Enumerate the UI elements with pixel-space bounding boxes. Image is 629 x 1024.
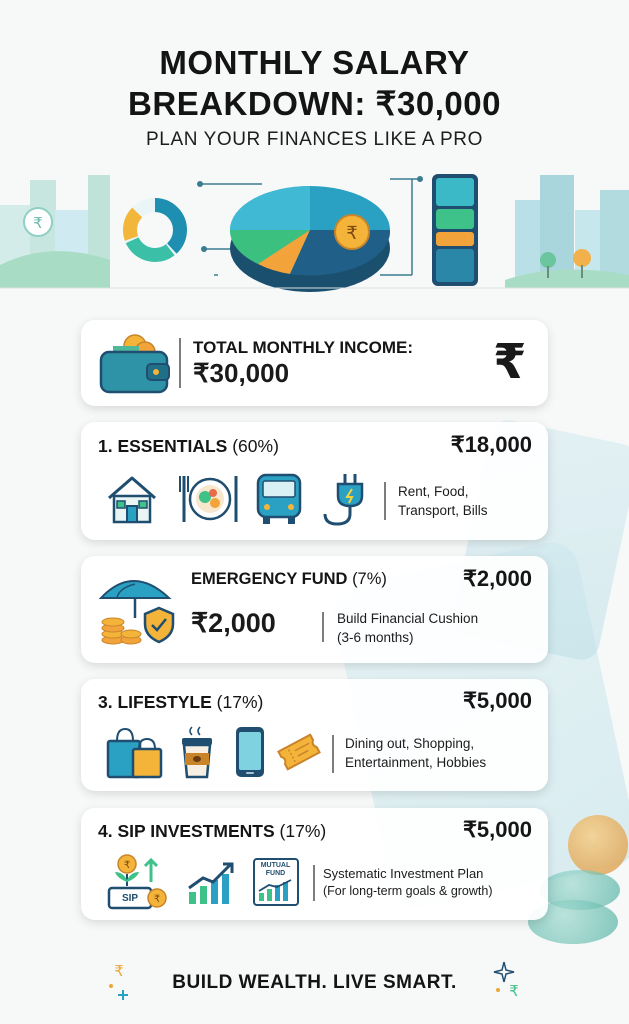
lifestyle-percent: (17%) <box>216 692 264 712</box>
emergency-amount-large: ₹2,000 <box>191 608 276 638</box>
essentials-title <box>98 436 279 457</box>
page-title-line2: BREAKDOWN: ₹30,000 <box>128 85 501 122</box>
svg-text:₹: ₹ <box>114 962 124 980</box>
coffee-cup-icon <box>180 725 214 779</box>
income-label: TOTAL MONTHLY INCOME: <box>193 338 414 357</box>
mutual-fund-label-line1: MUTUAL <box>260 862 291 869</box>
food-plate-icon <box>178 472 242 526</box>
sip-percent: (17%) <box>279 821 327 841</box>
growth-chart-icon <box>185 858 239 906</box>
essentials-amount: ₹18,000 <box>450 432 532 457</box>
svg-text:₹: ₹ <box>153 894 161 905</box>
emergency-card <box>81 556 548 663</box>
rupee-icon: ₹ <box>493 334 527 390</box>
mutual-fund-icon <box>253 858 299 906</box>
emergency-percent: (7%) <box>352 570 387 588</box>
sip-desc-line1: Systematic Investment Plan <box>323 866 484 881</box>
wallet-icon <box>99 332 171 394</box>
sip-title <box>98 821 326 842</box>
emergency-divider <box>322 612 324 642</box>
emergency-desc-line1: Build Financial Cushion <box>337 611 479 626</box>
essentials-divider <box>384 482 386 520</box>
lifestyle-title-text: 3. LIFESTYLE <box>98 692 212 712</box>
essentials-percent: (60%) <box>232 436 279 456</box>
ticket-icon <box>276 733 322 771</box>
svg-text:₹: ₹ <box>509 982 519 1000</box>
income-divider <box>179 338 181 388</box>
shield-icon <box>143 606 175 644</box>
sip-plant-icon <box>107 852 169 912</box>
emergency-title-text: EMERGENCY FUND <box>191 570 348 588</box>
svg-text:₹: ₹ <box>346 223 358 244</box>
mutual-fund-label-line2: FUND <box>265 870 286 877</box>
plug-icon <box>319 472 367 528</box>
essentials-card <box>81 422 548 540</box>
lifestyle-title <box>98 692 263 713</box>
essentials-desc-line1: Rent, Food, <box>398 484 469 499</box>
bus-icon <box>254 472 304 526</box>
income-amount: ₹30,000 <box>193 358 290 388</box>
svg-text:₹: ₹ <box>123 860 131 871</box>
sip-title-text: 4. SIP INVESTMENTS <box>98 821 275 841</box>
sparkle-rupee-icon <box>492 960 526 1004</box>
emergency-title <box>191 570 387 589</box>
emergency-amount: ₹2,000 <box>462 566 532 591</box>
sip-card <box>81 808 548 920</box>
page-title-line1: MONTHLY SALARY <box>159 44 470 81</box>
essentials-desc-line2: Transport, Bills <box>398 503 488 518</box>
sip-icon-label: SIP <box>121 893 139 904</box>
emergency-desc-line2: (3-6 months) <box>337 630 414 645</box>
sip-amount: ₹5,000 <box>462 817 532 842</box>
sip-divider <box>313 865 315 901</box>
income-card <box>81 320 548 406</box>
essentials-title-text: 1. ESSENTIALS <box>98 436 228 456</box>
footer-tagline: BUILD WEALTH. LIVE SMART. <box>172 972 457 993</box>
sip-desc-line2: (For long-term goals & growth) <box>323 884 493 898</box>
lifestyle-card <box>81 679 548 791</box>
lifestyle-desc-line1: Dining out, Shopping, <box>345 736 475 751</box>
house-icon <box>105 474 159 524</box>
lifestyle-desc-line2: Entertainment, Hobbies <box>345 755 487 770</box>
page-subtitle: PLAN YOUR FINANCES LIKE A PRO <box>146 129 483 150</box>
hero-illustration <box>0 170 629 295</box>
svg-text:₹: ₹ <box>33 214 43 232</box>
smartphone-icon <box>234 725 266 779</box>
lifestyle-amount: ₹5,000 <box>462 688 532 713</box>
lifestyle-divider <box>332 735 334 773</box>
shopping-bags-icon <box>105 727 163 779</box>
